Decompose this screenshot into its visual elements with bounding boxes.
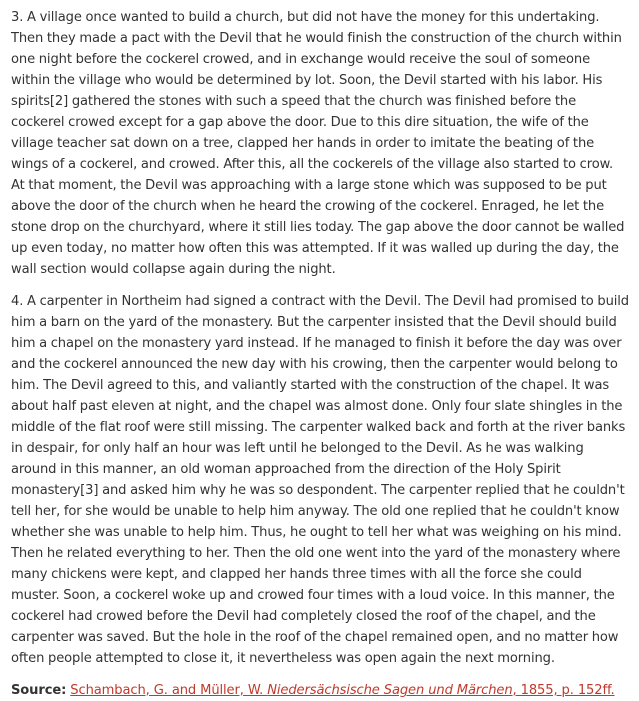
story-paragraph-3: 3. A village once wanted to build a church, but did not have the money for this undertaking. Then they made a pact with the Devil that he would finish the construction of the church within one night before the cockerel crowed, and in exchange would receive the soul of someone within the village who would be determined by lot. Soon, the Devil started with his labor. His spirits[2] gathered the stones with such a speed that the church was finished before the cockerel crowed except for a gap above the door. Due to this dire situation, the wife of the village teacher sat down on a tree, clapped her hands in order to imitate the beating of the wings of a cockerel, and crowed. After this, all the cockerels of the village also started to crow. At that moment, the Devil was approaching with a large stone which was supposed to be put above the door of the church when he heard the crowing of the cockerel. Enraged, he let the stone drop on the churchyard, where it still lies today. The gap above the door cannot be walled up even today, no matter how often this was attempted. If it was walled up during the day, the wall section would collapse again during the night. [11, 10, 625, 277]
story-paragraph-4: 4. A carpenter in Northeim had signed a contract with the Devil. The Devil had promised to build him a barn on the yard of the monastery. But the carpenter insisted that the Devil should build him a chapel on the monastery yard instead. If he managed to finish it before the day was over and the cockerel announced the new day with his crowing, then the carpenter would belong to him. The Devil agreed to this, and valiantly started with the construction of the chapel. It was about half past eleven at night, and the chapel was almost done. Only four slate shingles in the middle of the flat roof were still missing. The carpenter walked back and forth at the river banks in despair, for only half an hour was left until he belonged to the Devil. As he was walking around in this manner, an old woman approached from the direction of the Holy Spirit monastery[3] and asked him why he was so despondent. The carpenter replied that he couldn't tell her, for she would be unable to help him anyway. The old one replied that he couldn't know whether she was unable to help him. Thus, he ought to tell her what was weighing on his mind. Then he related everything to her. Then the old one went into the yard of the monastery where many chickens were kept, and clapped her hands three times with all the force she could muster. Soon, a cockerel woke up and crowed four times with a loud voice. In this manner, the cockerel had crowed before the Devil had completely closed the roof of the chapel, and the carpenter was saved. But the hole in the roof of the chapel remained open, and no matter how often people attempted to close it, it nevertheless was open again the next morning. [11, 294, 629, 666]
source-link[interactable] [70, 683, 614, 698]
source-link-title: Niedersächsische Sagen und Märchen [267, 683, 513, 698]
source-link-authors: Schambach, G. and Müller, W. [70, 683, 268, 698]
source-link-details: , 1855, p. 152ff. [512, 683, 615, 698]
source-label: Source: [11, 683, 67, 698]
source-citation [11, 680, 629, 701]
